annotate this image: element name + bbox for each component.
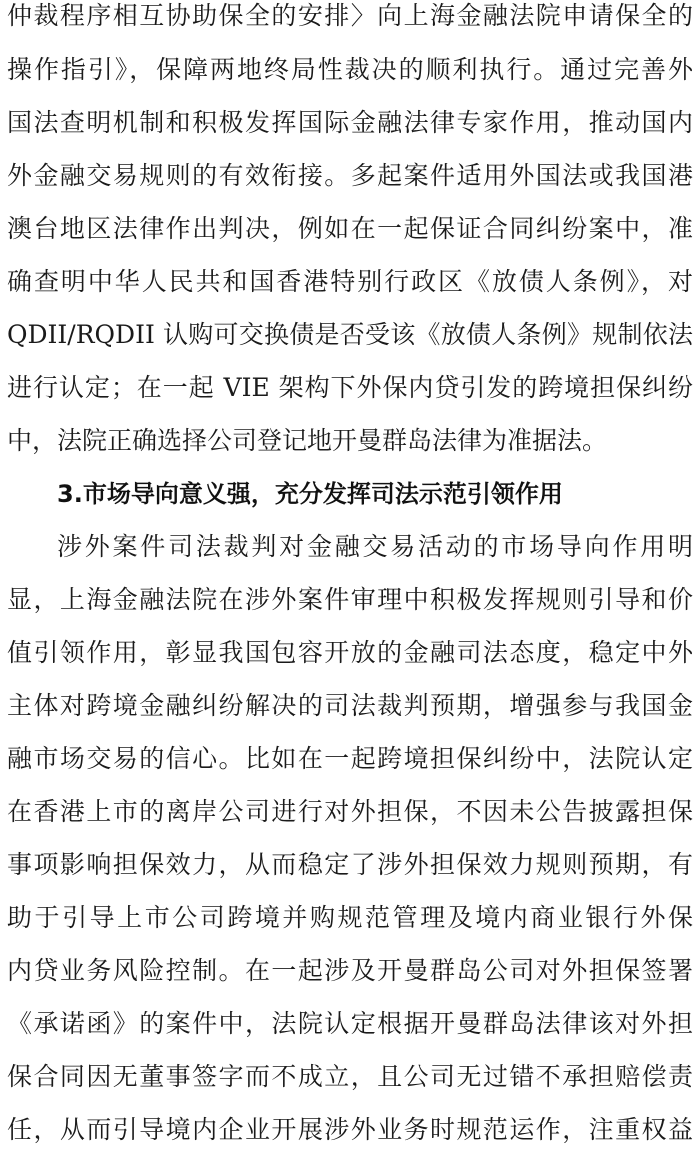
paragraph-line: 内贷业务风险控制。在一起涉及开曼群岛公司对外担保签署 [7, 956, 693, 985]
paragraph-line: 国法查明机制和积极发挥国际金融法律专家作用，推动国内 [7, 108, 693, 137]
paragraph-line: 仲裁程序相互协助保全的安排〉向上海金融法院申请保全的 [7, 1, 693, 30]
paragraph-line: 主体对跨境金融纠纷解决的司法裁判预期，增强参与我国金 [7, 691, 693, 720]
paragraph-line: 涉外案件司法裁判对金融交易活动的市场导向作用明 [57, 532, 693, 561]
paragraph-line: 任，从而引导境内企业开展涉外业务时规范运作，注重权益 [7, 1115, 693, 1144]
paragraph-line: 《承诺函》的案件中，法院认定根据开曼群岛法律该对外担 [7, 1009, 693, 1038]
paragraph-line: 中，法院正确选择公司登记地开曼群岛法律为准据法。 [7, 426, 608, 455]
paragraph-line: 保合同因无董事签字而不成立，且公司无过错不承担赔偿责 [7, 1062, 693, 1091]
paragraph-line: 显，上海金融法院在涉外案件审理中积极发挥规则引导和价 [7, 585, 693, 614]
section-heading: 3.市场导向意义强，充分发挥司法示范引领作用 [57, 480, 563, 508]
paragraph-line: 澳台地区法律作出判决，例如在一起保证合同纠纷案中，准 [7, 214, 693, 243]
paragraph-line: 事项影响担保效力，从而稳定了涉外担保效力规则预期，有 [7, 850, 693, 879]
paragraph-line: 确查明中华人民共和国香港特别行政区《放债人条例》，对 [7, 267, 693, 296]
paragraph-line: 融市场交易的信心。比如在一起跨境担保纠纷中，法院认定 [7, 744, 693, 773]
paragraph-line: 外金融交易规则的有效衔接。多起案件适用外国法或我国港 [7, 161, 693, 190]
paragraph-line: 助于引导上市公司跨境并购规范管理及境内商业银行外保 [7, 903, 693, 932]
paragraph-line: 在香港上市的离岸公司进行对外担保，不因未公告披露担保 [7, 797, 693, 826]
paragraph-line: 进行认定；在一起 VIE 架构下外保内贷引发的跨境担保纠纷 [7, 373, 693, 402]
paragraph-line: 值引领作用，彰显我国包容开放的金融司法态度，稳定中外 [7, 638, 693, 667]
paragraph-line: QDII/RQDII 认购可交换债是否受该《放债人条例》规制依法 [7, 320, 693, 349]
paragraph-line: 操作指引》，保障两地终局性裁决的顺利执行。通过完善外 [7, 55, 693, 84]
